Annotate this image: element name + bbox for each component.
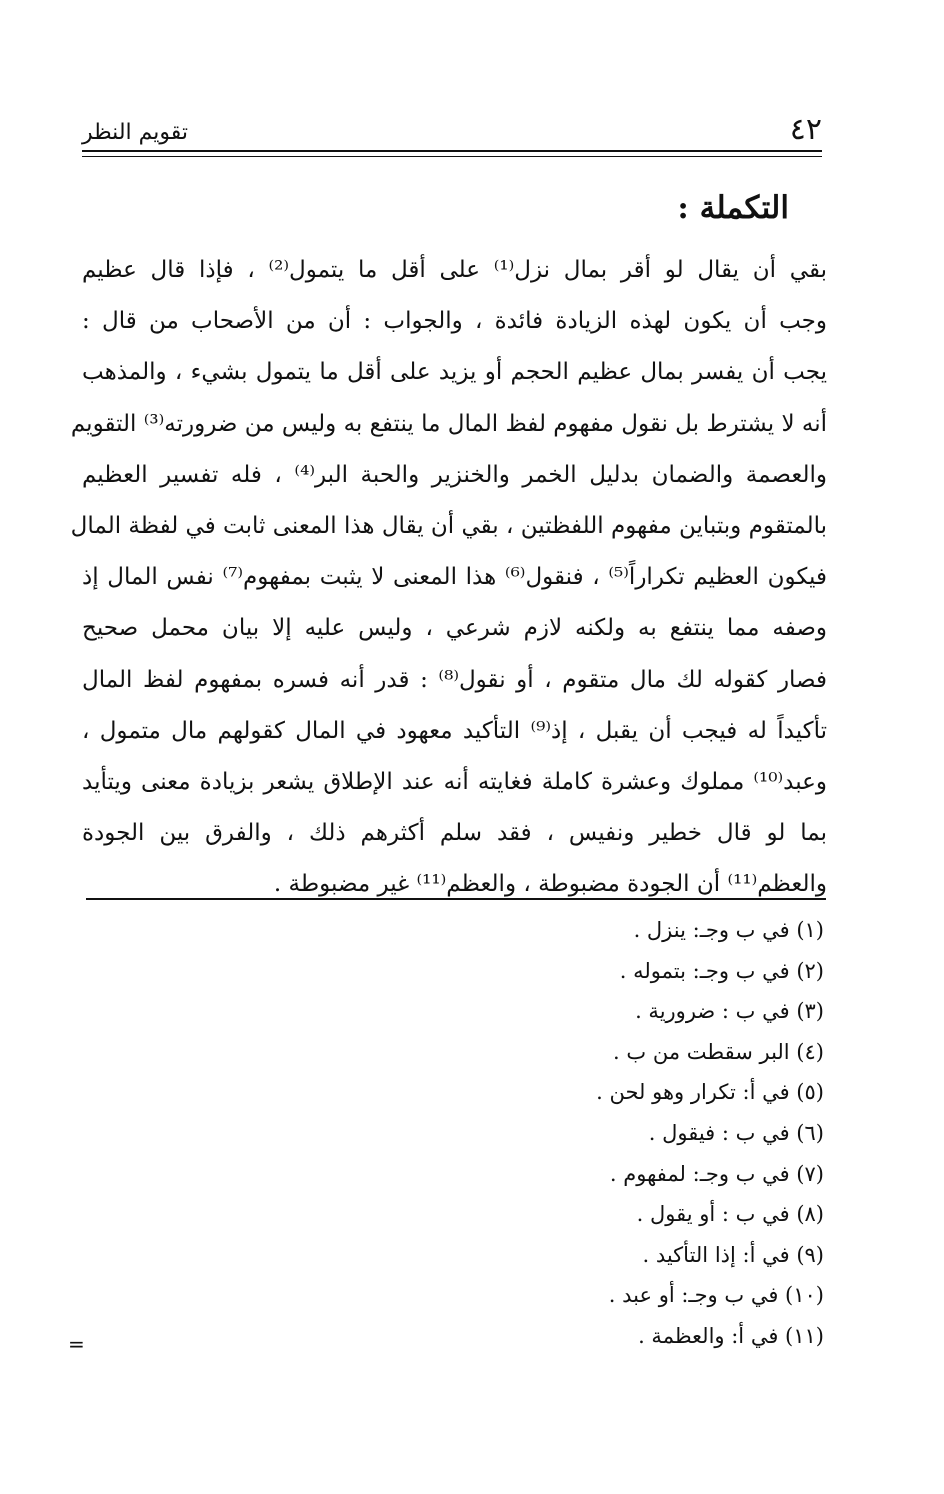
section-heading: التكملة : [677, 190, 789, 226]
body-line: وجب أن يكون لهذه الزيادة فائدة ، والجواب : أن من الأصحاب من قال : [82, 308, 827, 335]
footnote-separator [86, 898, 826, 900]
footnote-item: (٨) في ب : أو يقول . [636, 1202, 824, 1227]
footnote-item: (٩) في أ: إذا التأكيد . [642, 1242, 824, 1267]
body-line: والعصمة والضمان بدليل الخمر والخنزير والحبة البر⁽⁴⁾ ، فله تفسير العظيم [82, 461, 827, 488]
body-line: بقي أن يقال لو أقر بمال نزل⁽¹⁾ على أقل ما يتمول⁽²⁾ ، فإذا قال عظيم [82, 257, 827, 283]
body-line: وعبد⁽¹⁰⁾ مملوك وعشرة كاملة فغايته أنه عند الإطلاق يشعر بزيادة معنى ويتأيد [82, 768, 827, 795]
body-line: أنه لا يشترط بل نقول مفهوم لفظ المال ما ينتفع به وليس من ضرورته⁽³⁾ التقويم [70, 410, 827, 437]
body-line: فيكون العظيم تكراراً⁽⁵⁾ ، فنقول⁽⁶⁾ هذا المعنى لا يثبت بمفهوم⁽⁷⁾ نفس المال إذ [82, 564, 827, 591]
body-line: بما لو قال خطير ونفيس ، فقد سلم أكثرهم ذلك ، والفرق بين الجودة [82, 820, 827, 847]
body-line: وصفه مما ينتفع به ولكنه لازم شرعي ، وليس عليه إلا بيان محمل صحيح [82, 615, 827, 642]
footnote-item: (٦) في ب : فيقول . [648, 1120, 824, 1145]
body-line: يجب أن يفسر بمال عظيم الحجم أو يزيد على أقل ما يتمول بشيء ، والمذهب [82, 359, 827, 386]
body-line: تأكيداً له فيجب أن يقبل ، إذ⁽⁹⁾ التأكيد معهود في المال كقولهم مال متمول ، [82, 717, 827, 744]
body-line: والعظم⁽¹¹⁾ أن الجودة مضبوطة ، والعظم⁽¹¹⁾ غير مضبوطة . [273, 871, 827, 898]
running-title: تقويم النظر [82, 120, 189, 145]
margin-mark: = [68, 1332, 85, 1356]
header-rule-thin [82, 156, 822, 157]
page-number: ٤٢ [789, 112, 822, 147]
footnotes [224, 910, 824, 1357]
footnote-item: (١) في ب وجـ: ينزل . [633, 918, 824, 942]
header-rule [82, 150, 822, 152]
page-header [82, 112, 822, 152]
body-line: فصار كقوله لك مال متقوم ، أو نقول⁽⁸⁾ : قدر أنه فسره بمفهوم لفظ المال [82, 666, 827, 693]
footnote-item: (٣) في ب : ضرورية . [635, 999, 824, 1024]
footnote-item: (١١) في أ: والعظمة . [638, 1323, 824, 1348]
footnote-item: (٥) في أ: تكرار وهو لحن . [596, 1080, 824, 1105]
body-text [70, 245, 827, 910]
footnote-item: (١٠) في ب وجـ: أو عبد . [608, 1283, 824, 1308]
body-line: بالمتقوم وبتباين مفهوم اللفظتين ، بقي أن يقال هذا المعنى ثابت في لفظة المال [70, 512, 827, 539]
footnote-item: (٤) البر سقطت من ب . [613, 1039, 824, 1064]
footnote-item: (٢) في ب وجـ: بتموله . [619, 958, 824, 983]
footnote-item: (٧) في ب وجـ: لمفهوم . [609, 1161, 824, 1186]
